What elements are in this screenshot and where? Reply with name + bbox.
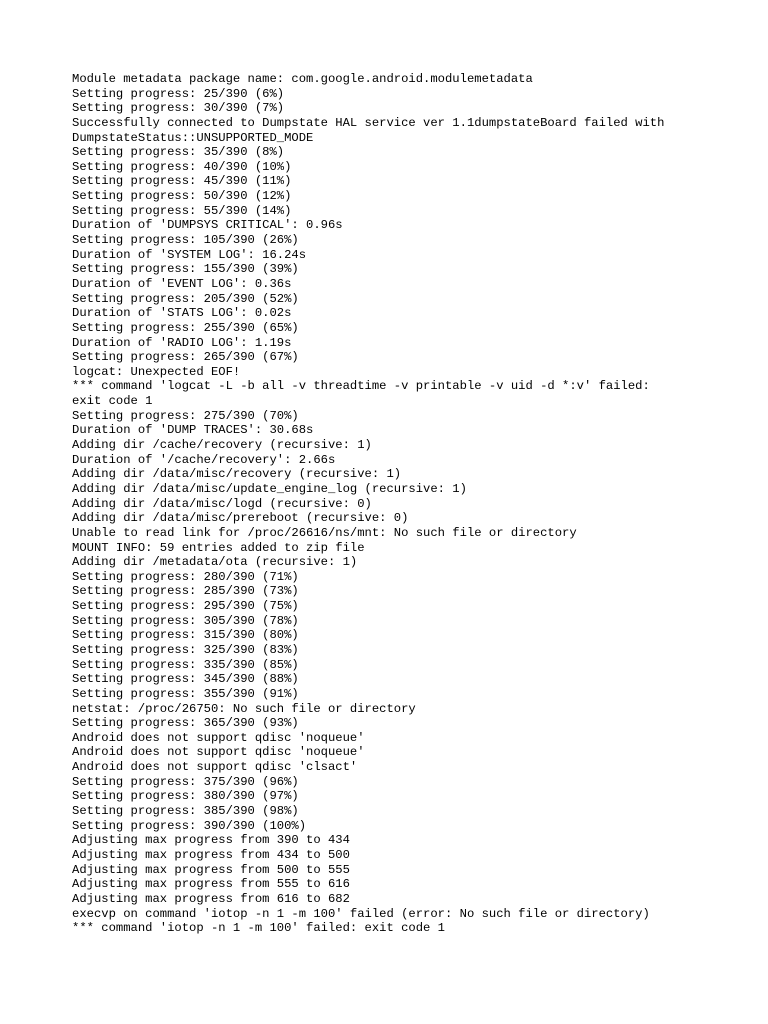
log-line: *** command 'iotop -n 1 -m 100' failed: exit code 1 xyxy=(72,921,445,936)
log-line: Adjusting max progress from 555 to 616 xyxy=(72,877,350,892)
log-line: Setting progress: 315/390 (80%) xyxy=(72,628,299,643)
log-line: Setting progress: 375/390 (96%) xyxy=(72,774,299,789)
log-line: Setting progress: 255/390 (65%) xyxy=(72,320,299,335)
log-line: Adding dir /data/misc/recovery (recursive: 1) xyxy=(72,467,402,482)
log-line: Setting progress: 385/390 (98%) xyxy=(72,804,299,819)
log-line: Setting progress: 325/390 (83%) xyxy=(72,642,299,657)
log-line: MOUNT INFO: 59 entries added to zip file xyxy=(72,540,365,555)
log-line: Adding dir /metadata/ota (recursive: 1) xyxy=(72,555,358,570)
log-line: Duration of 'RADIO LOG': 1.19s xyxy=(72,335,292,350)
log-line: Duration of 'SYSTEM LOG': 16.24s xyxy=(72,247,307,262)
log-line: Adjusting max progress from 616 to 682 xyxy=(72,891,350,906)
log-line: Adding dir /data/misc/update_engine_log (recursive: 1) xyxy=(72,481,467,496)
log-line: Adding dir /cache/recovery (recursive: 1) xyxy=(72,438,372,453)
log-line: Setting progress: 285/390 (73%) xyxy=(72,584,299,599)
log-line: DumpstateStatus::UNSUPPORTED_MODE xyxy=(72,130,314,145)
log-line: Android does not support qdisc 'clsact' xyxy=(72,760,358,775)
log-line: Setting progress: 390/390 (100%) xyxy=(72,818,307,833)
log-line: Setting progress: 45/390 (11%) xyxy=(72,174,292,189)
log-line: Adding dir /data/misc/logd (recursive: 0) xyxy=(72,496,372,511)
log-line: Adding dir /data/misc/prereboot (recursive: 0) xyxy=(72,511,409,526)
log-line: Adjusting max progress from 390 to 434 xyxy=(72,833,350,848)
log-line: Setting progress: 50/390 (12%) xyxy=(72,189,292,204)
log-line: Successfully connected to Dumpstate HAL service ver 1.1dumpstateBoard failed with xyxy=(72,115,665,130)
log-line: exit code 1 xyxy=(72,394,153,409)
log-line: Adjusting max progress from 500 to 555 xyxy=(72,862,350,877)
log-line: Adjusting max progress from 434 to 500 xyxy=(72,847,350,862)
log-line: Setting progress: 265/390 (67%) xyxy=(72,350,299,365)
log-line: logcat: Unexpected EOF! xyxy=(72,364,241,379)
log-line: Setting progress: 155/390 (39%) xyxy=(72,262,299,277)
log-line: Setting progress: 40/390 (10%) xyxy=(72,159,292,174)
log-line: Setting progress: 25/390 (6%) xyxy=(72,86,285,101)
log-line: Setting progress: 345/390 (88%) xyxy=(72,672,299,687)
log-line: Setting progress: 105/390 (26%) xyxy=(72,233,299,248)
log-line: Duration of '/cache/recovery': 2.66s xyxy=(72,452,336,467)
log-line: Setting progress: 380/390 (97%) xyxy=(72,789,299,804)
log-line: Setting progress: 205/390 (52%) xyxy=(72,291,299,306)
log-line: Setting progress: 335/390 (85%) xyxy=(72,657,299,672)
log-line: Setting progress: 30/390 (7%) xyxy=(72,101,285,116)
log-line: Duration of 'EVENT LOG': 0.36s xyxy=(72,276,292,291)
log-line: netstat: /proc/26750: No such file or directory xyxy=(72,701,416,716)
log-line: Duration of 'DUMPSYS CRITICAL': 0.96s xyxy=(72,218,343,233)
log-line: *** command 'logcat -L -b all -v threadtime -v printable -v uid -d *:v' failed: xyxy=(72,379,650,394)
log-line: Setting progress: 295/390 (75%) xyxy=(72,599,299,614)
log-line: Setting progress: 55/390 (14%) xyxy=(72,203,292,218)
log-line: Setting progress: 275/390 (70%) xyxy=(72,408,299,423)
log-line: Setting progress: 280/390 (71%) xyxy=(72,569,299,584)
log-line: Module metadata package name: com.google.android.modulemetadata xyxy=(72,72,533,86)
log-line: Setting progress: 365/390 (93%) xyxy=(72,716,299,731)
log-line: Unable to read link for /proc/26616/ns/mnt: No such file or directory xyxy=(72,525,577,540)
log-line: Duration of 'DUMP TRACES': 30.68s xyxy=(72,423,314,438)
log-line: Setting progress: 305/390 (78%) xyxy=(72,613,299,628)
log-line: Setting progress: 35/390 (8%) xyxy=(72,145,285,160)
log-output xyxy=(72,72,732,936)
log-line: Duration of 'STATS LOG': 0.02s xyxy=(72,306,292,321)
log-line: Setting progress: 355/390 (91%) xyxy=(72,686,299,701)
log-line: Android does not support qdisc 'noqueue' xyxy=(72,745,365,760)
log-line: Android does not support qdisc 'noqueue' xyxy=(72,730,365,745)
log-line: execvp on command 'iotop -n 1 -m 100' failed (error: No such file or directory) xyxy=(72,906,650,921)
